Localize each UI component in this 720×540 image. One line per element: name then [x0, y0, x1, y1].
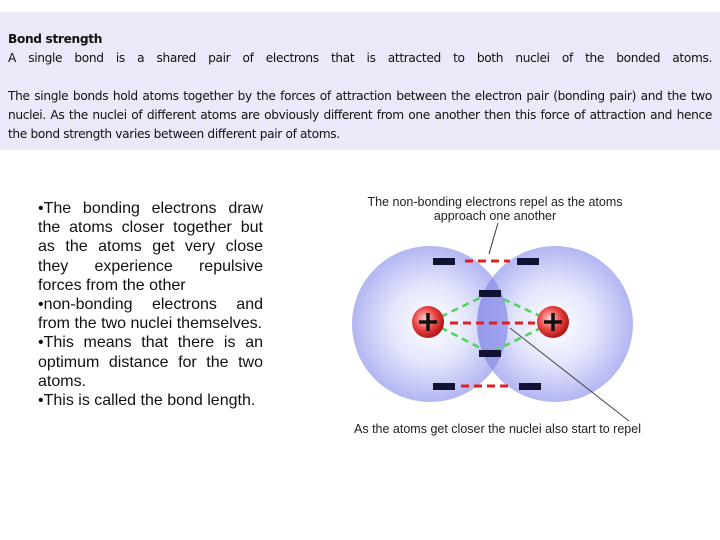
top-caption-line1: The non-bonding electrons repel as the atoms — [367, 195, 623, 209]
paragraph-1: A single bond is a shared pair of electrons that is attracted to both nuclei of the bonded atoms. — [8, 51, 712, 65]
top-caption-line2: approach one another — [433, 209, 557, 223]
bullet-item: •This means that there is an optimum distance for the two atoms. — [38, 334, 263, 390]
section-title: Bond strength — [8, 32, 103, 46]
bottom-caption: As the atoms get closer the nuclei also start to repel — [354, 422, 641, 436]
bullet-item: •The bonding electrons draw the atoms closer together but as the atoms get very close they experience repulsive forces from the other — [38, 200, 263, 294]
bullet-item: •This is called the bond length. — [38, 392, 256, 410]
top-caption — [340, 195, 650, 223]
bullet-item: •non-bonding electrons and from the two nuclei themselves. — [38, 296, 263, 333]
top-pointer-line — [489, 223, 498, 254]
paragraph-2: The single bonds hold atoms together by the forces of attraction between the electron pair (bonding pair) and the two nuclei. As the nuclei of different atoms are obviously different from one another then this force of attraction and hence the bond strength varies between different pair of atoms. — [8, 89, 712, 141]
